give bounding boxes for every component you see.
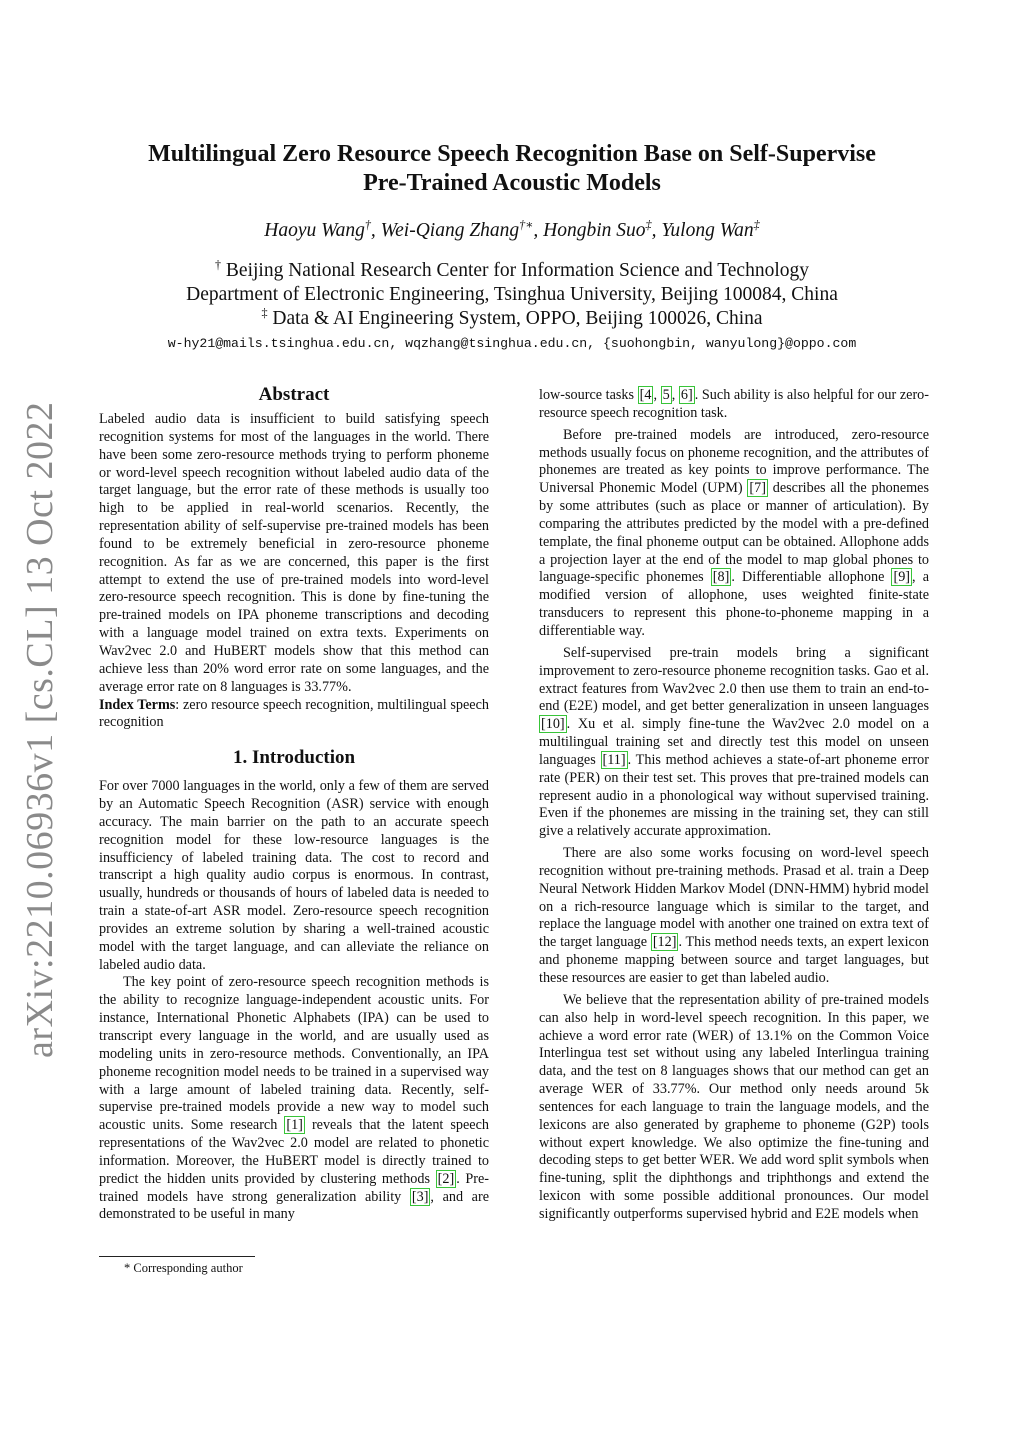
author-name: Wei-Qiang Zhang [380, 220, 520, 241]
index-terms [99, 697, 489, 733]
footnote-divider [99, 1256, 255, 1257]
intro-paragraph-2: The key point of zero-resource speech recognition methods is the ability to recognize language-independent acoustic units. For instance, International Phonetic Alphabets (IPA) can be used to transcript every language in the world, and are usually used as modeling units in zero-resource methods. Conventionally, an IPA phoneme recognition model needs to be trained in a supervised way with a large amount of labeled training data. Recently, self-supervise pre-trained models provide a new way to model such acoustic units. Some research [1] reveals that the latent speech representations of the Wav2vec 2.0 model are related to phonetic information. Moreover, the HuBERT model is directly trained to predict the hidden units provided by clustering methods [2] . Pre-trained models have strong generalization ability [3] , and are demonstrated to be useful in many [99, 974, 490, 1223]
paper-title [100, 140, 924, 198]
author-name: Haoyu Wang [264, 220, 365, 241]
citation-link[interactable]: 6] [680, 387, 693, 403]
author-name: Yulong Wan [661, 220, 754, 241]
author-affil-mark: †∗ [519, 217, 534, 232]
affil-mark-double-dagger: ‡ [261, 305, 268, 320]
intro-paragraph-2-continued: low-source tasks [4 , 5 , 6] . Such ability is also helpful for our zero-resource speech recognition task. [539, 387, 929, 421]
author-emails: w-hy21@mails.tsinghua.edu.cn, wqzhang@tsinghua.edu.cn, {suohongbin, wanyulong}@oppo.com [167, 336, 857, 351]
author-affil-mark: ‡ [645, 217, 652, 232]
intro-paragraph-5: There are also some works focusing on word-level speech recognition without pre-training methods. Prasad et al. train a Deep Neural Network Hidden Markov Model (DNN-HMM) hybrid model on a rich-resource language which is similar to the target, and replace the language model with another one trained on extra text of the target language [12] . This method needs texts, an expert lexicon and phoneme mapping between source and target languages, but these resources are easier to get than labeled audio. [539, 845, 929, 986]
introduction-heading: 1. Introduction [232, 747, 356, 769]
abstract-text: Labeled audio data is insufficient to build satisfying speech recognition systems for most of the languages in the world. There have been some zero-resource methods trying to perform phoneme or word-level speech recognition without labeled audio data of the target language, but the error rate of these methods is usually too high to be applied in real-world scenarios. Recently, the representation ability of self-supervise pre-trained models has been found to be extremely beneficial in zero-resource phoneme recognition. As far as we are concerned, this paper is the first attempt to extend the use of pre-trained models into word-level zero-resource speech recognition. This is done by fine-tuning the pre-trained models on IPA phoneme transcriptions and decoding with a language model trained on extra texts. Experiments on Wav2vec 2.0 and HuBERT models show that this method can achieve less than 20% word error rate on some languages, and the average error rate on 8 languages is 33.77%. [99, 411, 489, 695]
affiliation-1: † Beijing National Research Center for Information Science and Technology [214, 257, 809, 281]
citation-link[interactable]: [4 [639, 387, 652, 403]
citation-link[interactable]: [9] [893, 569, 911, 586]
arxiv-identifier: arXiv:2210.06936v1 [cs.CL] 13 Oct 2022 [19, 401, 61, 1058]
citation-link[interactable]: [10] [541, 716, 565, 733]
intro-paragraph-4: Self-supervised pre-train models bring a significant improvement to zero-resource phoneme recognition tasks. Gao et al. extract features from Wav2vec 2.0 then use them to train an end-to-end (E2E) model, and get better generalization in unseen languages [10] . Xu et al. simply fine-tune the Wav2vec 2.0 model on a multilingual training set and directly test this model on unseen languages [11] . This method achieves a state-of-art phoneme error rate (PER) on their test set. This proves that pre-trained models can represent audio in a phonological way without supervised training. Even if the phonemes are missing in the training set, they can still give a relatively accurate approximation. [539, 644, 929, 840]
right-column [539, 387, 929, 1224]
affil-mark-dagger: † [214, 257, 222, 272]
citation-link[interactable]: [7] [749, 480, 766, 497]
author-affil-mark: † [364, 217, 371, 232]
citation-link[interactable]: [2] [437, 1170, 455, 1187]
intro-paragraph-3: Before pre-trained models are introduced, zero-resource methods usually focus on phoneme recognition, and the attributes of phonemes are treated as key points to improve performance. The Universal Phonemic Model (UPM) [7] describes all the phonemes by some attributes (such as place or manner of articulation). By comparing the attributes predicted by the model with a pre-defined template, the final phoneme output can be obtained. Allophone adds a projection layer at the end of the model to map global phones to language-specific phonemes [8] . Differentiable allophone [9] , a modified version of allophone, uses weighted finite-state transducers to represent this phone-to-phoneme mapping in a differentiable way. [539, 426, 929, 639]
author-list [100, 218, 924, 244]
affiliations [100, 259, 924, 331]
citation-link[interactable]: [3] [411, 1188, 429, 1205]
author-name: Hongbin Suo [543, 220, 646, 241]
citation-link[interactable]: [11] [602, 751, 626, 768]
index-terms-text: : zero resource speech recognition, multilingual speech recognition [99, 696, 489, 731]
citation-link[interactable]: [8] [712, 569, 730, 586]
intro-paragraph-1: For over 7000 languages in the world, only a few of them are served by an Automatic Speech Recognition (ASR) service with enough accuracy. The main barrier on the path to an accurate speech recognition model for these low-resource languages is the insufficiency of labeled training data. The cost to record and transcript a high quality audio corpus is enormous. In contrast, usually, hundreds or thousands of hours of labeled data is needed to train a state-of-art ASR model. Zero-resource speech recognition provides an extreme solution by sharing a well-trained acoustic model with the target language, and can alleviate the reliance on labeled audio data. [99, 778, 489, 973]
index-terms-label: Index Terms [99, 696, 176, 713]
intro-paragraph-6: We believe that the representation ability of pre-trained models can also help in word-level speech recognition. In this paper, we achieve a word error rate (WER) of 13.1% on the Common Voice Interlingua test set without using any labeled Interlingua training data, and the test on 8 languages shows that our method can get an average WER of 33.77%. Our method only needs around 5k sentences for each language to train the language models, and the lexicons are also generated by grapheme to phoneme (G2P) tools without expert knowledge. We also optimize the fine-tuning and decoding steps to get better WER. We add word split symbols when fine-tuning, split the diphthongs and triphthongs and extend the lexicon with some possible additional pronounces. Our model significantly outperforms supervised hybrid and E2E models when [539, 991, 929, 1222]
author-separator: , [651, 220, 662, 241]
citation-link[interactable]: [1] [286, 1117, 303, 1134]
affiliation-3: ‡ Data & AI Engineering System, OPPO, Beijing 100026, China [261, 305, 763, 329]
author-separator: , [370, 220, 381, 241]
abstract-heading: Abstract [258, 384, 330, 405]
author-affil-mark: ‡ [753, 217, 760, 232]
title-line-2: Pre-Trained Acoustic Models [363, 170, 661, 196]
footnote-corresponding-author: * Corresponding author [124, 1261, 243, 1275]
author-separator: , [533, 220, 544, 241]
citation-link[interactable]: [12] [652, 934, 677, 951]
left-column [99, 383, 489, 1224]
citation-link[interactable]: 5 [662, 387, 670, 403]
title-line-1: Multilingual Zero Resource Speech Recognition Base on Self-Supervise [148, 141, 876, 167]
affiliation-2: Department of Electronic Engineering, Tsinghua University, Beijing 100084, China [186, 284, 838, 305]
